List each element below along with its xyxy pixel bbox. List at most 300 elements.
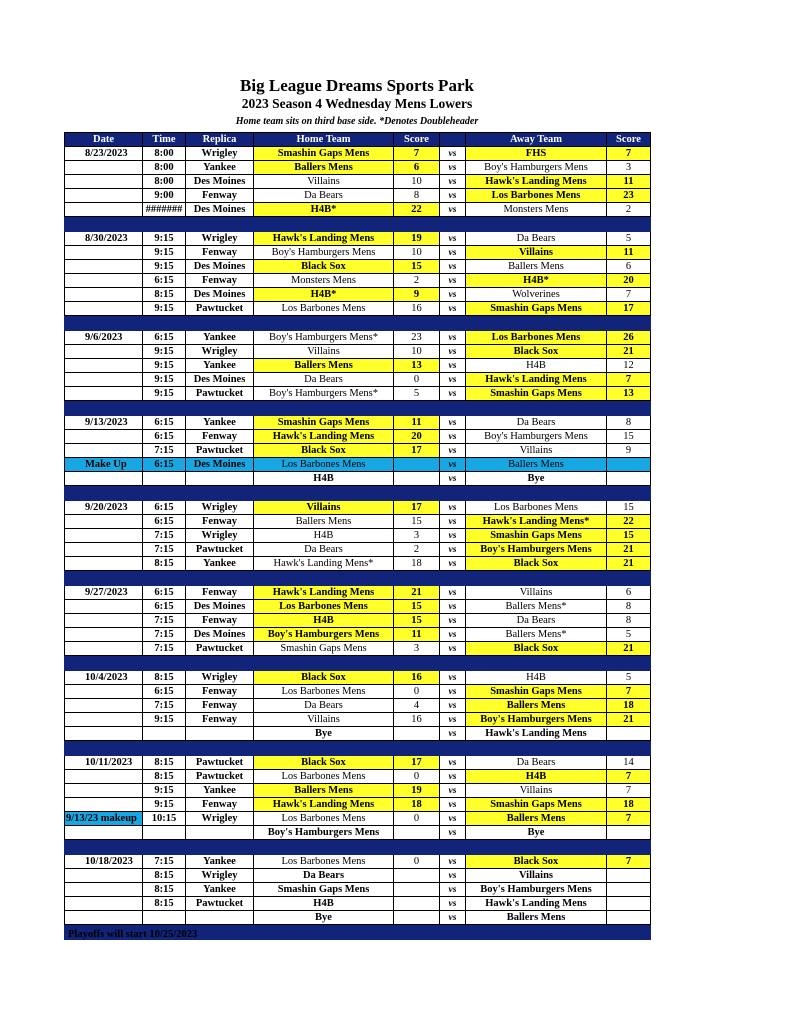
- home-team-cell: H4B: [254, 614, 394, 628]
- home-score-cell: 0: [394, 770, 440, 784]
- schedule-table: [64, 132, 651, 940]
- vs-cell: vs: [440, 331, 466, 345]
- away-score-cell: 22: [607, 515, 651, 529]
- table-row: [65, 869, 651, 883]
- away-team-cell: Smashin Gaps Mens: [466, 387, 607, 401]
- table-row: [65, 685, 651, 699]
- separator-cell: [143, 401, 186, 416]
- date-cell: [65, 345, 143, 359]
- table-row: [65, 458, 651, 472]
- replica-cell: Pawtucket: [186, 302, 254, 316]
- away-team-cell: Smashin Gaps Mens: [466, 685, 607, 699]
- time-cell: 8:15: [143, 897, 186, 911]
- replica-cell: Des Moines: [186, 260, 254, 274]
- separator-cell: [186, 656, 254, 671]
- separator-cell: [186, 741, 254, 756]
- date-cell: Make Up: [65, 458, 143, 472]
- time-cell: 9:15: [143, 784, 186, 798]
- table-row: [65, 147, 651, 161]
- away-score-cell: [607, 883, 651, 897]
- date-cell: [65, 642, 143, 656]
- away-team-cell: Los Barbones Mens: [466, 331, 607, 345]
- separator-cell: [440, 217, 466, 232]
- away-team-cell: Black Sox: [466, 557, 607, 571]
- time-cell: 8:15: [143, 671, 186, 685]
- separator-cell: [254, 401, 394, 416]
- separator-cell: [394, 571, 440, 586]
- date-cell: [65, 727, 143, 741]
- separator-cell: [254, 486, 394, 501]
- date-cell: [65, 798, 143, 812]
- separator-cell: [607, 217, 651, 232]
- date-cell: 9/13/23 makeup: [65, 812, 143, 826]
- vs-cell: vs: [440, 302, 466, 316]
- time-cell: 9:15: [143, 260, 186, 274]
- separator-cell: [143, 840, 186, 855]
- away-score-cell: 5: [607, 232, 651, 246]
- home-score-cell: [394, 458, 440, 472]
- time-cell: 6:15: [143, 685, 186, 699]
- away-team-cell: Black Sox: [466, 855, 607, 869]
- vs-cell: vs: [440, 416, 466, 430]
- away-score-cell: 15: [607, 529, 651, 543]
- time-cell: [143, 911, 186, 925]
- away-score-cell: 21: [607, 345, 651, 359]
- home-score-cell: 11: [394, 628, 440, 642]
- replica-cell: Fenway: [186, 798, 254, 812]
- table-row: [65, 246, 651, 260]
- table-row: [65, 288, 651, 302]
- date-cell: [65, 529, 143, 543]
- home-team-cell: Villains: [254, 175, 394, 189]
- home-score-cell: 23: [394, 331, 440, 345]
- home-team-cell: Boy's Hamburgers Mens*: [254, 331, 394, 345]
- time-cell: 8:15: [143, 770, 186, 784]
- vs-cell: vs: [440, 515, 466, 529]
- separator-cell: [394, 401, 440, 416]
- away-team-cell: Ballers Mens: [466, 458, 607, 472]
- replica-cell: Des Moines: [186, 628, 254, 642]
- table-row: [65, 628, 651, 642]
- home-team-cell: Boy's Hamburgers Mens: [254, 826, 394, 840]
- replica-cell: Fenway: [186, 614, 254, 628]
- date-cell: [65, 175, 143, 189]
- time-cell: 9:15: [143, 246, 186, 260]
- replica-cell: Fenway: [186, 586, 254, 600]
- home-team-cell: Hawk's Landing Mens: [254, 232, 394, 246]
- away-team-cell: Ballers Mens: [466, 812, 607, 826]
- date-cell: [65, 430, 143, 444]
- replica-cell: Fenway: [186, 189, 254, 203]
- table-row: [65, 359, 651, 373]
- vs-cell: vs: [440, 387, 466, 401]
- vs-cell: vs: [440, 869, 466, 883]
- away-team-cell: Villains: [466, 869, 607, 883]
- vs-cell: vs: [440, 458, 466, 472]
- separator-cell: [394, 840, 440, 855]
- table-row: [65, 798, 651, 812]
- time-cell: 6:15: [143, 501, 186, 515]
- date-cell: [65, 614, 143, 628]
- vs-cell: vs: [440, 826, 466, 840]
- table-row: [65, 416, 651, 430]
- week-separator: [65, 840, 651, 855]
- home-team-cell: Ballers Mens: [254, 784, 394, 798]
- separator-cell: [143, 571, 186, 586]
- away-score-cell: 21: [607, 557, 651, 571]
- home-score-cell: 6: [394, 161, 440, 175]
- home-team-cell: Los Barbones Mens: [254, 812, 394, 826]
- home-score-cell: [394, 727, 440, 741]
- home-score-cell: 2: [394, 274, 440, 288]
- replica-cell: [186, 472, 254, 486]
- home-team-cell: Smashin Gaps Mens: [254, 147, 394, 161]
- time-cell: 8:15: [143, 756, 186, 770]
- date-cell: [65, 246, 143, 260]
- away-score-cell: 8: [607, 600, 651, 614]
- away-score-cell: 13: [607, 387, 651, 401]
- date-cell: [65, 373, 143, 387]
- date-cell: [65, 302, 143, 316]
- home-score-cell: [394, 911, 440, 925]
- away-score-cell: 20: [607, 274, 651, 288]
- replica-cell: Yankee: [186, 359, 254, 373]
- home-team-cell: H4B*: [254, 288, 394, 302]
- separator-cell: [466, 741, 607, 756]
- vs-cell: vs: [440, 189, 466, 203]
- time-cell: 8:15: [143, 288, 186, 302]
- separator-cell: [466, 571, 607, 586]
- home-score-cell: 5: [394, 387, 440, 401]
- replica-cell: Pawtucket: [186, 642, 254, 656]
- date-cell: [65, 713, 143, 727]
- separator-cell: [607, 401, 651, 416]
- separator-cell: [65, 741, 143, 756]
- week-separator: [65, 316, 651, 331]
- col-header-vs: [440, 133, 466, 147]
- col-header-away-team: Away Team: [466, 133, 607, 147]
- week-separator: [65, 741, 651, 756]
- away-score-cell: 18: [607, 699, 651, 713]
- home-team-cell: Black Sox: [254, 756, 394, 770]
- vs-cell: vs: [440, 784, 466, 798]
- home-score-cell: 0: [394, 812, 440, 826]
- home-team-cell: Monsters Mens: [254, 274, 394, 288]
- vs-cell: vs: [440, 586, 466, 600]
- home-score-cell: 13: [394, 359, 440, 373]
- home-team-cell: H4B: [254, 897, 394, 911]
- time-cell: 7:15: [143, 699, 186, 713]
- separator-cell: [143, 741, 186, 756]
- separator-cell: [254, 925, 394, 940]
- away-team-cell: Ballers Mens: [466, 911, 607, 925]
- away-score-cell: [607, 897, 651, 911]
- time-cell: [143, 826, 186, 840]
- separator-cell: [186, 316, 254, 331]
- date-cell: [65, 699, 143, 713]
- away-score-cell: 6: [607, 260, 651, 274]
- date-cell: [65, 784, 143, 798]
- table-row: [65, 501, 651, 515]
- time-cell: [143, 472, 186, 486]
- table-row: [65, 203, 651, 217]
- time-cell: 6:15: [143, 600, 186, 614]
- time-cell: 7:15: [143, 529, 186, 543]
- separator-cell: [466, 401, 607, 416]
- home-team-cell: Smashin Gaps Mens: [254, 416, 394, 430]
- date-cell: [65, 770, 143, 784]
- away-score-cell: 7: [607, 147, 651, 161]
- time-cell: 6:15: [143, 416, 186, 430]
- col-header-home-score: Score: [394, 133, 440, 147]
- away-team-cell: Hawk's Landing Mens*: [466, 515, 607, 529]
- date-cell: [65, 543, 143, 557]
- away-team-cell: Ballers Mens*: [466, 600, 607, 614]
- replica-cell: Fenway: [186, 515, 254, 529]
- separator-cell: [466, 840, 607, 855]
- separator-cell: [607, 571, 651, 586]
- time-cell: 9:15: [143, 345, 186, 359]
- home-team-cell: Los Barbones Mens: [254, 600, 394, 614]
- vs-cell: vs: [440, 614, 466, 628]
- away-score-cell: [607, 826, 651, 840]
- home-team-cell: H4B*: [254, 203, 394, 217]
- separator-cell: [440, 401, 466, 416]
- home-team-cell: Boy's Hamburgers Mens: [254, 628, 394, 642]
- vs-cell: vs: [440, 543, 466, 557]
- separator-cell: [186, 840, 254, 855]
- date-cell: [65, 472, 143, 486]
- vs-cell: vs: [440, 529, 466, 543]
- separator-cell: [254, 741, 394, 756]
- col-header-time: Time: [143, 133, 186, 147]
- away-score-cell: 7: [607, 685, 651, 699]
- time-cell: #######: [143, 203, 186, 217]
- home-score-cell: 3: [394, 642, 440, 656]
- away-score-cell: 5: [607, 628, 651, 642]
- replica-cell: Wrigley: [186, 232, 254, 246]
- date-cell: 9/20/2023: [65, 501, 143, 515]
- away-team-cell: Da Bears: [466, 614, 607, 628]
- vs-cell: vs: [440, 444, 466, 458]
- separator-cell: [607, 741, 651, 756]
- time-cell: 7:15: [143, 855, 186, 869]
- home-team-cell: Smashin Gaps Mens: [254, 883, 394, 897]
- date-cell: 9/6/2023: [65, 331, 143, 345]
- away-score-cell: 7: [607, 373, 651, 387]
- away-score-cell: [607, 727, 651, 741]
- home-team-cell: Ballers Mens: [254, 359, 394, 373]
- table-row: [65, 784, 651, 798]
- replica-cell: Wrigley: [186, 671, 254, 685]
- away-team-cell: Monsters Mens: [466, 203, 607, 217]
- home-score-cell: 19: [394, 784, 440, 798]
- home-score-cell: 10: [394, 175, 440, 189]
- separator-cell: [394, 925, 440, 940]
- away-team-cell: H4B*: [466, 274, 607, 288]
- home-team-cell: Villains: [254, 501, 394, 515]
- away-score-cell: 21: [607, 642, 651, 656]
- away-score-cell: [607, 911, 651, 925]
- table-row: [65, 373, 651, 387]
- separator-cell: [254, 840, 394, 855]
- away-score-cell: 7: [607, 770, 651, 784]
- date-cell: 10/11/2023: [65, 756, 143, 770]
- home-score-cell: 18: [394, 798, 440, 812]
- table-row: [65, 557, 651, 571]
- time-cell: 10:15: [143, 812, 186, 826]
- separator-cell: [254, 316, 394, 331]
- vs-cell: vs: [440, 685, 466, 699]
- separator-cell: [143, 486, 186, 501]
- home-team-cell: Los Barbones Mens: [254, 770, 394, 784]
- date-cell: 9/27/2023: [65, 586, 143, 600]
- away-team-cell: Villains: [466, 246, 607, 260]
- away-score-cell: 11: [607, 246, 651, 260]
- time-cell: 8:15: [143, 883, 186, 897]
- time-cell: 8:15: [143, 869, 186, 883]
- table-row: [65, 911, 651, 925]
- home-team-cell: Hawk's Landing Mens: [254, 798, 394, 812]
- time-cell: [143, 727, 186, 741]
- home-score-cell: 19: [394, 232, 440, 246]
- away-score-cell: [607, 472, 651, 486]
- table-row: [65, 586, 651, 600]
- replica-cell: Yankee: [186, 161, 254, 175]
- home-score-cell: 0: [394, 685, 440, 699]
- replica-cell: Yankee: [186, 416, 254, 430]
- away-score-cell: [607, 869, 651, 883]
- table-row: [65, 430, 651, 444]
- separator-cell: [607, 925, 651, 940]
- home-team-cell: Da Bears: [254, 699, 394, 713]
- away-score-cell: [607, 458, 651, 472]
- replica-cell: Pawtucket: [186, 543, 254, 557]
- home-team-cell: Black Sox: [254, 444, 394, 458]
- vs-cell: vs: [440, 161, 466, 175]
- replica-cell: Fenway: [186, 685, 254, 699]
- time-cell: 9:00: [143, 189, 186, 203]
- table-row: [65, 770, 651, 784]
- table-row: [65, 699, 651, 713]
- time-cell: 7:15: [143, 543, 186, 557]
- time-cell: 7:15: [143, 628, 186, 642]
- replica-cell: Fenway: [186, 713, 254, 727]
- date-cell: 9/13/2023: [65, 416, 143, 430]
- home-team-cell: Black Sox: [254, 671, 394, 685]
- replica-cell: Yankee: [186, 855, 254, 869]
- date-cell: [65, 515, 143, 529]
- home-team-cell: Black Sox: [254, 260, 394, 274]
- separator-cell: [254, 217, 394, 232]
- replica-cell: Wrigley: [186, 812, 254, 826]
- page-note: Home team sits on third base side. *Denotes Doubleheader: [235, 116, 479, 127]
- home-score-cell: 3: [394, 529, 440, 543]
- schedule-body: [65, 147, 651, 940]
- vs-cell: vs: [440, 430, 466, 444]
- table-row: [65, 883, 651, 897]
- date-cell: [65, 260, 143, 274]
- separator-cell: [143, 656, 186, 671]
- away-team-cell: H4B: [466, 770, 607, 784]
- replica-cell: Pawtucket: [186, 770, 254, 784]
- separator-cell: [607, 840, 651, 855]
- away-team-cell: Hawk's Landing Mens: [466, 897, 607, 911]
- away-score-cell: 12: [607, 359, 651, 373]
- home-score-cell: 15: [394, 600, 440, 614]
- replica-cell: Yankee: [186, 784, 254, 798]
- home-score-cell: 11: [394, 416, 440, 430]
- away-team-cell: Da Bears: [466, 756, 607, 770]
- time-cell: 9:15: [143, 232, 186, 246]
- vs-cell: vs: [440, 175, 466, 189]
- table-row: [65, 260, 651, 274]
- separator-cell: [394, 486, 440, 501]
- vs-cell: vs: [440, 812, 466, 826]
- time-cell: 9:15: [143, 713, 186, 727]
- replica-cell: Des Moines: [186, 600, 254, 614]
- away-team-cell: Black Sox: [466, 642, 607, 656]
- home-score-cell: 17: [394, 444, 440, 458]
- separator-cell: [65, 217, 143, 232]
- time-cell: 9:15: [143, 373, 186, 387]
- separator-cell: [440, 925, 466, 940]
- date-cell: 8/30/2023: [65, 232, 143, 246]
- home-team-cell: Smashin Gaps Mens: [254, 642, 394, 656]
- away-score-cell: 18: [607, 798, 651, 812]
- away-score-cell: 23: [607, 189, 651, 203]
- away-score-cell: 3: [607, 161, 651, 175]
- separator-cell: [65, 401, 143, 416]
- separator-cell: [65, 486, 143, 501]
- separator-cell: [440, 840, 466, 855]
- away-score-cell: 5: [607, 671, 651, 685]
- away-score-cell: 21: [607, 543, 651, 557]
- time-cell: 9:15: [143, 302, 186, 316]
- away-team-cell: H4B: [466, 671, 607, 685]
- away-team-cell: Wolverines: [466, 288, 607, 302]
- table-row: [65, 274, 651, 288]
- vs-cell: vs: [440, 288, 466, 302]
- separator-cell: [466, 656, 607, 671]
- vs-cell: vs: [440, 345, 466, 359]
- date-cell: [65, 387, 143, 401]
- col-header-date: Date: [65, 133, 143, 147]
- home-score-cell: 17: [394, 501, 440, 515]
- table-row: [65, 671, 651, 685]
- home-team-cell: Bye: [254, 911, 394, 925]
- home-team-cell: Los Barbones Mens: [254, 685, 394, 699]
- home-score-cell: 0: [394, 855, 440, 869]
- vs-cell: vs: [440, 713, 466, 727]
- week-separator: [65, 571, 651, 586]
- date-cell: 8/23/2023: [65, 147, 143, 161]
- away-score-cell: 2: [607, 203, 651, 217]
- table-row: [65, 727, 651, 741]
- time-cell: 9:15: [143, 798, 186, 812]
- replica-cell: [186, 826, 254, 840]
- vs-cell: vs: [440, 727, 466, 741]
- away-team-cell: Da Bears: [466, 232, 607, 246]
- week-separator: [65, 656, 651, 671]
- home-score-cell: 10: [394, 246, 440, 260]
- separator-cell: [394, 217, 440, 232]
- replica-cell: Wrigley: [186, 529, 254, 543]
- home-team-cell: Ballers Mens: [254, 161, 394, 175]
- table-row: [65, 515, 651, 529]
- away-score-cell: 9: [607, 444, 651, 458]
- home-score-cell: 2: [394, 543, 440, 557]
